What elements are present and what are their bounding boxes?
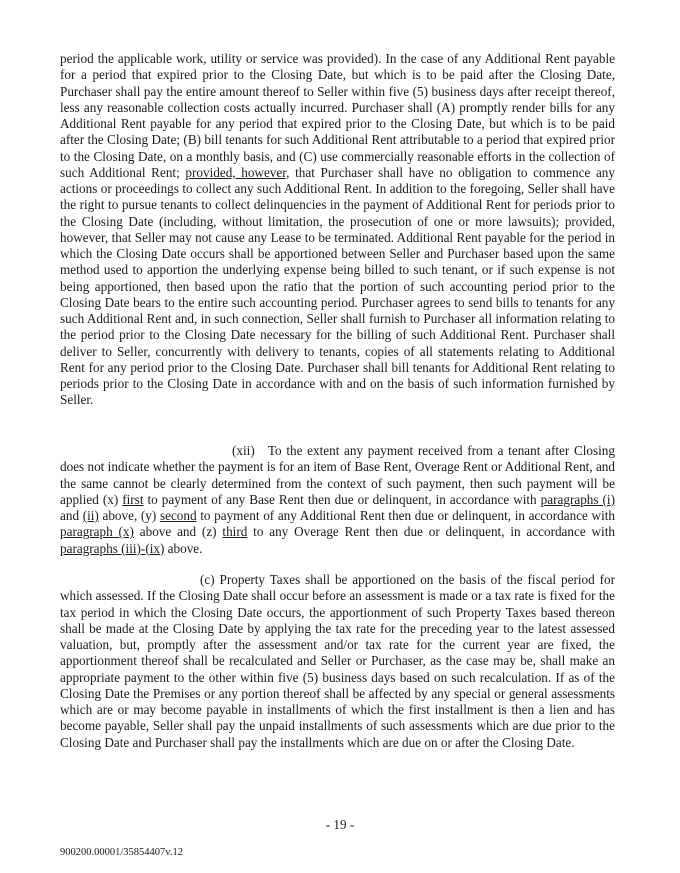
para2-text-6: above and (z) [133,524,223,540]
para2-text-7: to any Overage Rent then due or delinquent, in accordance with [247,524,615,540]
para2-text-5: to payment of any Additional Rent then due or delinquent, in accordance with [196,508,616,523]
para2-underlined-first: first [122,491,144,507]
para2-underlined-paragraphs-i: paragraphs (i) [540,491,615,507]
para2-text-3: and [60,508,83,523]
paragraph-xii-payment-application [60,443,615,557]
para1-text-1: period the applicable work, utility or service was provided). In the case of any Additional Rent payable for a period that expired prior to the Closing Date, but which is to be paid after the Closing Date, Purchaser shall pay the entire amount thereof to Seller within five (5) business days after receipt thereof, less any reasonable collection costs actually incurred. Purchaser shall (A) promptly render bills for any Additional Rent payable for any period that expired prior to the Closing Date, but which is to be paid after the Closing Date; (B) bill tenants for such Additional Rent attributable to a period that expired prior to the Closing Date, on a monthly basis, and (C) use commercially reasonable efforts in the collection of such Additional Rent; [60,51,615,180]
paragraph-c-property-taxes: (c) Property Taxes shall be apportioned on the basis of the fiscal period for which assessed. If the Closing Date shall occur before an assessment is made or a tax rate is fixed for the tax period in which the Closing Date occurs, the apportionment of such Property Taxes based thereon shall be made at the Closing Date by applying the tax rate for the preceding year to the latest assessed valuation, but, promptly after the assessment and/or tax rate for the current year are fixed, the apportionment thereof shall be recalculated and Seller or Purchaser, as the case may be, shall make an appropriate payment to the other within five (5) business days based on such recalculation. If as of the Closing Date the Premises or any portion thereof shall be affected by any special or general assessments which are or may become payable in installments of which the first installment is then a lien and has become payable, Seller shall pay the unpaid installments of such assessments which are due prior to the Closing Date and Purchaser shall pay the installments which are due on or after the Closing Date. [60,572,615,750]
para1-underlined-provided-however: provided, however, [185,164,290,180]
para2-text-1: (xii) To the extent any payment received from a tenant after Closing does not indicate whether the payment is for an item of Base Rent, Overage Rent or Additional Rent, and the same cannot be clearly determined from the context of such payment, then such payment will be applied (x) [60,443,615,507]
para2-text-8: above. [164,540,203,556]
para2-underlined-paragraphs-iii-ix: paragraphs (iii)-(ix) [60,540,165,556]
para2-underlined-paragraph-x: paragraph (x) [60,524,134,540]
para2-underlined-third: third [222,524,248,540]
para2-underlined-second: second [159,508,197,523]
para2-text-4: above, (y) [98,508,160,523]
paragraph-additional-rent [60,51,615,409]
page-number: - 19 - [325,817,355,832]
para2-text-2: to payment of any Base Rent then due or delinquent, in accordance with [143,491,541,507]
para2-underlined-ii: (ii) [82,508,99,523]
para1-text-2: that Purchaser shall have no obligation to commence any actions or proceedings to collect any such Additional Rent. In addition to the foregoing, Seller shall have the right to pursue tenants to collect delinquencies in the payment of Additional Rent for periods prior to the Closing Date (including, without limitation, the prosecution of one or more lawsuits); provided, however, that Seller may not cause any Lease to be terminated. Additional Rent payable for the period in which the Closing Date occurs shall be apportioned between Seller and Purchaser based upon the same method used to apportion the underlying expense being billed to such tenant, or if such expense is not being apportioned, then based upon the ratio that the portion of such accounting period prior to the Closing Date bears to the entire such accounting period. Purchaser agrees to send bills to tenants for any such Additional Rent and, in such connection, Seller shall furnish to Purchaser all information relating to the period prior to the Closing Date necessary for the billing of such Additional Rent. Purchaser shall deliver to Seller, concurrently with delivery to tenants, copies of all statements relating to Additional Rent for any period prior to the Closing Date. Purchaser shall bill tenants for Additional Rent relating to periods prior to the Closing Date in accordance with and on the basis of such information furnished by Seller. [60,164,615,408]
document-id-footer: 900200.00001/35854407v.12 [60,847,183,858]
